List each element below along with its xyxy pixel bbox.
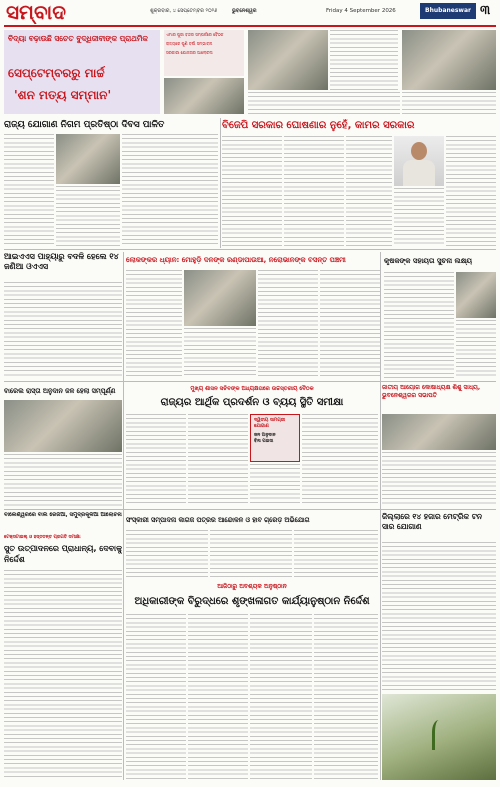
story-10-body [126,614,186,780]
story-9-body-2 [210,530,292,578]
sidebar-box-line2: ବିନା ପଇସା [254,439,274,444]
story-11-headline: ଜାତୀୟ ଆୟୋଗ କୋଷାଧ୍ୟକ୍ଷ ଶିଶୁ ସାଧ୍ୟ, ଭୁବନେଶ୍ୱରର ସଭାପତି [382,384,481,399]
story-10-body-3 [250,614,312,780]
story-8-headline-box [4,543,122,567]
story-2-body-2 [284,136,344,246]
story-9-body [126,530,208,578]
teaser-item: ରାଜ୍ୟରେ ପୁଣି ବର୍ଷା ସମ୍ଭାବନା [166,41,213,46]
masthead [0,0,500,28]
story-3-headline: ଆଇଏଏସ ପାହ୍ୟାରୁ ବଦଳି ହେଲେ ୧୪ ଜଣିଆ ଓଏଏସ [4,252,119,271]
story-2-headline-bar [222,118,496,134]
rule-a [4,249,496,250]
masthead-logo: ସମ୍ବାଦ [6,0,66,24]
story-6-kicker-text: ମୁଖ୍ୟ ଶାସନ ସଚିବଙ୍କ ଅଧ୍ୟକ୍ଷତାରେ ଉଚ୍ଚସ୍ତରୀୟ ବୈଠକ [190,386,314,392]
rule-b [4,381,496,382]
story-4-body-3 [258,270,318,378]
story-8-kicker [4,534,122,542]
story-4-headline-box [126,252,380,268]
story-10-kicker-text: ଆଜିଠାରୁ ଅବଶ୍ୟକ ଅନୁଷ୍ଠାନ [217,583,287,590]
portrait-head [411,142,427,160]
story-4-headline: ଲୋକଙ୍କର ଧ୍ୟାନ: ମୋହୁଡ଼ି ଦନଙ୍କ ରଣ୍ଡାପାଉଆ, ନରୋଭାନଙ୍କ ବସନ୍ତ ପଞ୍ଚମୀ [126,256,346,264]
story-13-headline: ଜିଲ୍ଲାରେ ୧୪ ହଜାର ମେଟ୍ରିକ ଟନ ସାର ଯୋଗାଣ [382,512,483,531]
story-12-photo [456,272,496,318]
column-rule [123,252,124,780]
teaser-item: ଏମାର ପୁରୀ ବନ୍ଦର ସମ୍ପର୍କରେ ବୈଠକ [166,32,224,37]
story-4-photo [184,270,256,326]
story-6-headline: ରାଜ୍ୟର ଆର୍ଥିକ ପ୍ରଦର୍ଶନ ଓ ବ୍ୟୟ ସ୍ଥିତି ସମୀକ୍ଷା [160,397,344,408]
story-10-body-2 [188,614,248,780]
teaser-photo [164,78,244,114]
top-far-right-body [402,92,496,116]
story-1-body-3 [122,134,218,246]
story-1-headline-bar [4,118,218,132]
story-12-body-2 [456,320,496,378]
story-1-body-2 [56,186,120,246]
story-7-headline-box [4,384,122,398]
story-8-kicker-text: ଟେକ୍ସଟାଇଲ୍ ଓ ହସ୍ତତନ୍ତ ପ୍ରଗତି ସମୀକ୍ଷା [4,535,81,540]
story-4-body-4 [320,270,380,378]
plant-icon [432,720,449,750]
sidebar-box-title: ଦ୍ୱିତୀୟ ସାମଗ୍ରୀ ଯୋଗାଣ [254,418,286,429]
top-group-photo [402,30,496,90]
story-6-body-4 [302,414,378,506]
story-2-headline: ବିଜେପି ସରକାର ଘୋଷଣାର ନୁହେଁ, କାମର ସରକାର [222,120,415,131]
story-4-body-2 [184,328,256,378]
story-4-body [126,270,182,378]
story-7-body [4,454,122,506]
masthead-rule [4,25,496,27]
masthead-city [420,3,476,19]
sidebar-box-line1: ଜନ ଅନୁଦାନ [254,433,276,438]
story-3-body [4,282,122,378]
left-banner [4,30,160,114]
teaser-item: ସରକାରୀ ଯୋଜନାର ଆଲୋଚନା [166,50,213,55]
story-13-headline-box [382,512,496,540]
story-10-headline: ଅଧିକାରୀଙ୍କ ବିରୁଦ୍ଧରେ ଶୃଙ୍ଖଳାଗତ କାର୍ଯ୍ୟାନୁଷ୍ଠାନ ନିର୍ଦ୍ଦେଶ [134,596,370,607]
story-2-body [222,136,282,246]
story-12-body [384,272,454,378]
story-5-headline-box [4,512,122,532]
story-11-headline-box [382,384,496,412]
story-8-headline: ସୁତ ଉତ୍ପାଦନରେ ପ୍ରାଧାନ୍ୟ, ଦେବାକୁ ନିର୍ଦ୍ଦେଶ [4,544,122,564]
story-6-body-3 [250,464,300,506]
masthead-date-en: Friday 4 September 2026 [326,8,396,14]
story-13-body [382,542,496,692]
top-center-body [248,92,400,116]
story-12-headline-box [384,252,496,270]
story-2-caption [394,188,444,246]
story-1-body [4,134,54,246]
left-banner-line2: ସେପ୍ଟେମ୍ବରରୁ ମାର୍ଚ୍ଚ [8,66,105,80]
story-7-headline: ବାରେଲ ରାସ୍ତା ଅନୁଦାନ ଜଳ ହେଲା ସମ୍ପୂର୍ଣ୍ଣ [4,387,116,395]
story-7-photo [4,400,122,452]
portrait-body [403,160,435,186]
sidebar-box [250,414,300,462]
story-10-body-4 [314,614,378,780]
top-meeting-photo [248,30,328,90]
story-11-photo [382,414,496,450]
story-10-headline-box [126,593,378,611]
story-6-body [126,414,186,506]
story-2-body-3 [346,136,392,246]
story-1-photo [56,134,120,184]
rule-c [4,509,496,510]
masthead-date-odia: ଶୁକ୍ରବାର, ୪ ସେପ୍ଟେମ୍ବର ୨୦୨୬ [150,8,218,14]
left-banner-line3: 'ଶନ ମତ୍ୟ ସମ୍ମାନ' [14,88,112,102]
story-2-portrait [394,136,444,186]
story-11-body [382,452,496,506]
page-number: ୩ [480,3,491,18]
story-6-body-2 [188,414,248,506]
story-6-kicker [126,384,378,394]
story-5-headline: ବାଲେଶ୍ୱରରେ ବାଲି ରେଜିଆଁ, ସମୁଦ୍ରକୂଳିଆ ଆଲୋଚନା [4,512,122,518]
top-right-body [330,30,398,90]
story-6-headline-box [126,395,378,411]
masthead-section: ଭୁବନେଶ୍ୱର [232,8,257,14]
story-9-body-3 [294,530,378,578]
masthead-city-label: Bhubaneswar [425,7,471,14]
story-9-headline-box [126,512,378,528]
story-12-headline: କୃଷକଙ୍କ ସହାୟତା ସୁଚନା ଲକ୍ଷ୍ୟ [384,257,473,265]
left-banner-line1: ବିଦ୍ୟା ବଢ଼ାଉଛି ସଚେତ ବୁଦ୍ଧିଜୀବୀଙ୍କ ପ୍ରାଥମିକ [8,34,148,43]
column-rule [220,118,221,248]
story-8-body [4,570,122,780]
story-10-kicker [126,582,378,592]
story-13-photo [382,694,496,780]
teaser-strip [164,30,244,76]
story-3-headline-box [4,252,122,280]
column-rule [380,252,381,780]
story-1-headline: ରାଜ୍ୟ ଯୋଗାଣ ନିଗମ ପ୍ରତିଷ୍ଠା ଦିବସ ପାଳିତ [4,120,165,130]
story-2-body-4 [446,136,496,246]
story-9-headline: ସଂସ୍କାରୀ ସମ୍ପାଦନା କାଗଜ ପତ୍ରର ଆନ୍ଦୋଳନ ଓ ହାବ ଗ୍ରେଡ଼ ଅଭିଯୋଗ [126,516,310,524]
